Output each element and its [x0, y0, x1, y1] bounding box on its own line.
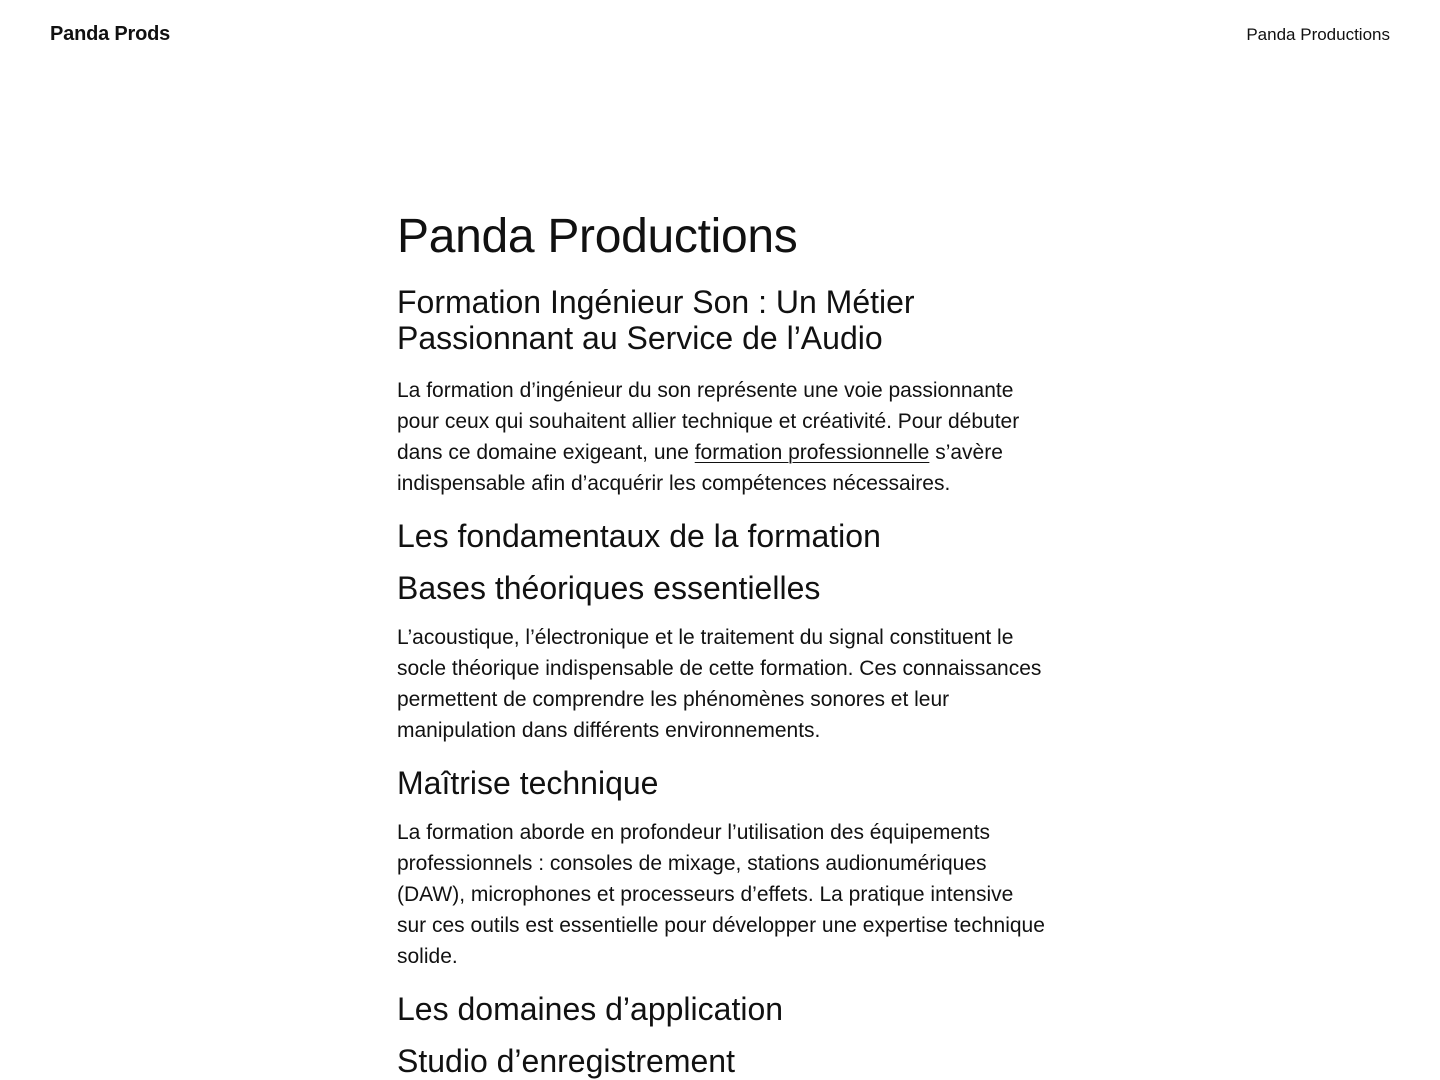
- article-content: [397, 208, 1047, 1080]
- section-heading-bases-theoriques: Bases théoriques essentielles: [397, 570, 821, 606]
- site-header: [0, 0, 1440, 70]
- intro-text-before: La formation d’ingénieur du son représente une voie passionnante pour ceux qui souhaitent allier technique et créativité. Pour débuter dans ce domaine exigeant, une: [397, 379, 1020, 464]
- section-heading-maitrise-technique: Maîtrise technique: [397, 765, 659, 801]
- intro-text-after: s’avère indispensable afin d’acquérir les compétences nécessaires.: [397, 441, 1003, 495]
- nav-link-panda-productions[interactable]: Panda Productions: [1246, 25, 1390, 44]
- page-title: Panda Productions: [397, 210, 798, 263]
- section-heading-domaines-application: Les domaines d’application: [397, 991, 784, 1027]
- paragraph-maitrise-technique: La formation aborde en profondeur l’utilisation des équipements professionnels : consoles de mixage, stations audionumériques (DAW), microphones et processeurs d’effets. La pratique intensive sur ces outils est essentielle pour développer une expertise technique solide.: [397, 821, 1045, 968]
- intro-paragraph: [397, 375, 1047, 499]
- section-heading-fondamentaux: Les fondamentaux de la formation: [397, 518, 881, 554]
- site-title-link[interactable]: Panda Prods: [50, 23, 171, 45]
- section-heading-studio-enregistrement: Studio d’enregistrement: [397, 1043, 735, 1079]
- paragraph-bases-theoriques: L’acoustique, l’électronique et le traitement du signal constituent le socle théorique indispensable de cette formation. Ces connaissances permettent de comprendre les phénomènes sonores et leur manipulation dans différents environnements.: [397, 626, 1042, 742]
- formation-professionnelle-link[interactable]: formation professionnelle: [694, 441, 930, 464]
- article-subtitle: Formation Ingénieur Son : Un Métier Passionnant au Service de l’Audio: [397, 284, 915, 356]
